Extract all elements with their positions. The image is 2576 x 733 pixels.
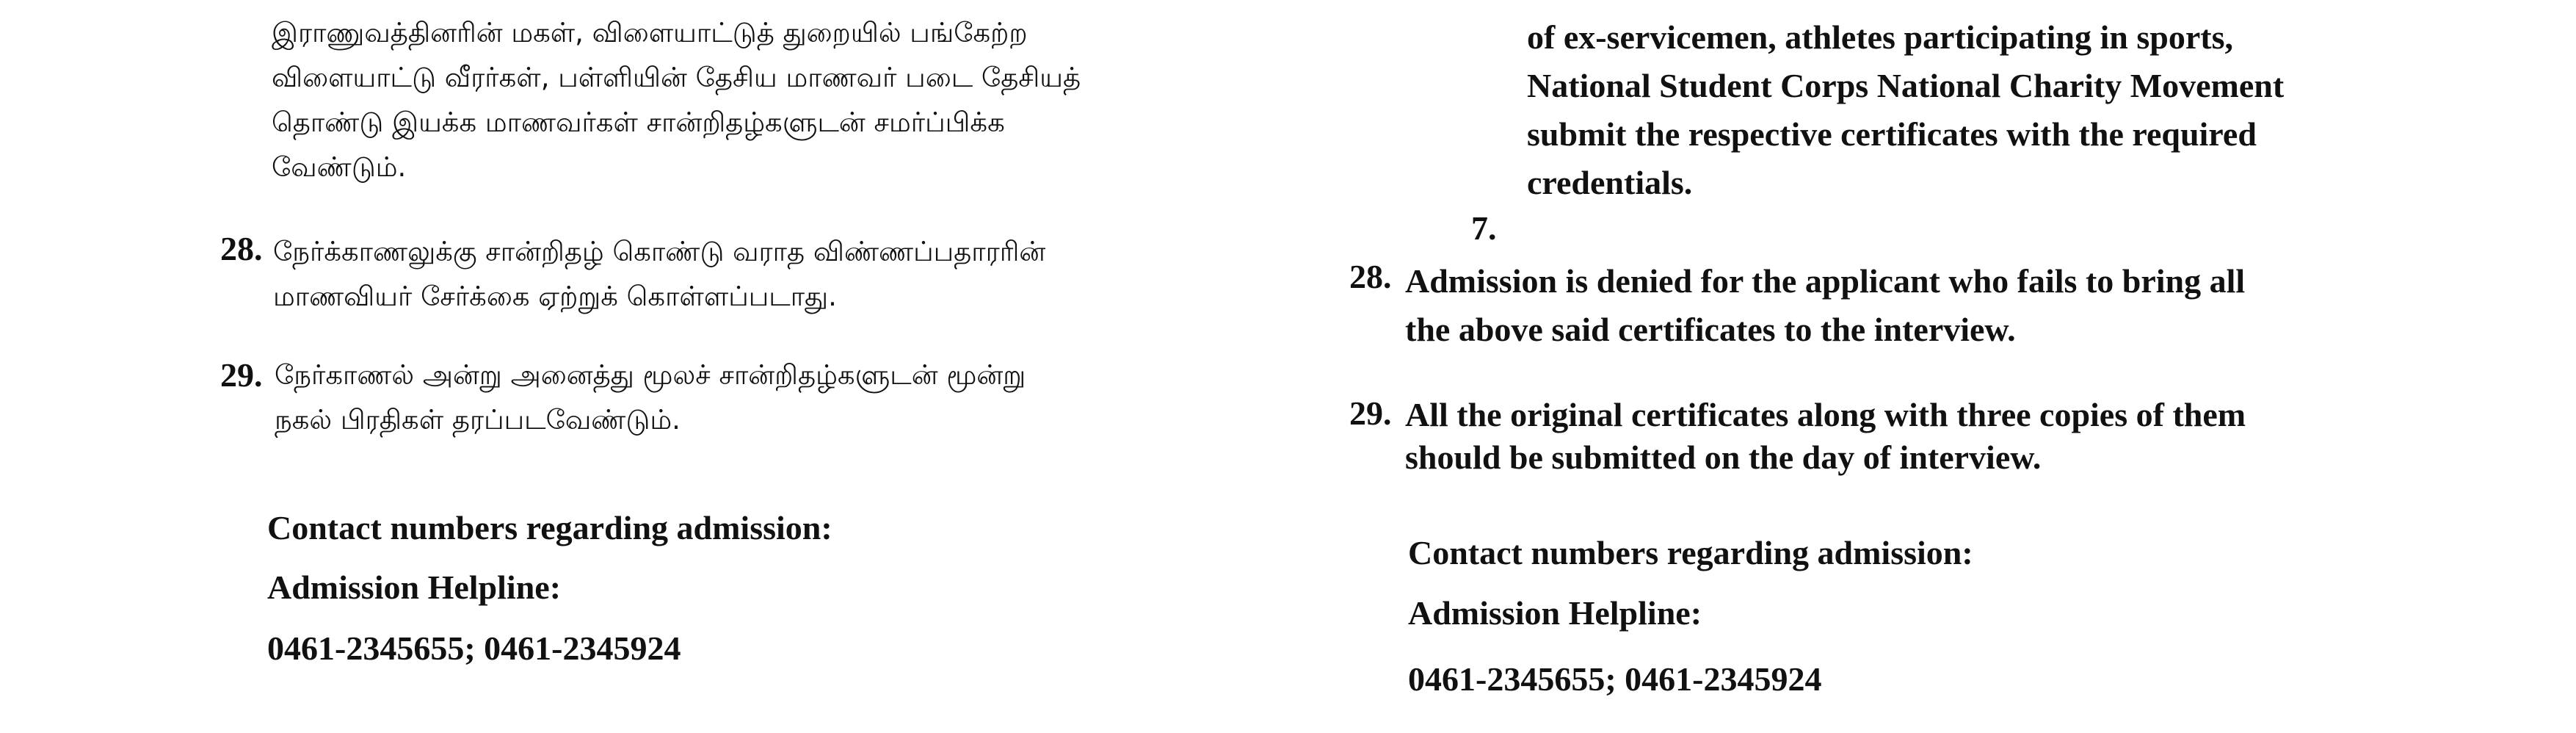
tamil-intro-line: தொண்டு இயக்க மாணவர்கள் சான்றிதழ்களுடன் சமர்ப்பிக்க bbox=[272, 106, 1005, 138]
english-item-28-line: Admission is denied for the applicant who fails to bring all bbox=[1405, 262, 2246, 300]
tamil-intro-line: இராணுவத்தினரின் மகள், விளையாட்டுத் துறையில் பங்கேற்ற bbox=[272, 17, 1028, 48]
english-item-29-number: 29. bbox=[1349, 394, 1392, 432]
tamil-item-29-line: நகல் பிரதிகள் தரப்படவேண்டும். bbox=[275, 404, 681, 436]
stray-list-number: 7. bbox=[1471, 209, 1497, 247]
english-intro-line: National Student Corps National Charity Movement bbox=[1527, 67, 2285, 104]
english-intro-paragraph bbox=[1527, 13, 2284, 207]
tamil-intro-line: வேண்டும். bbox=[272, 151, 407, 183]
tamil-contact-heading: Contact numbers regarding admission: bbox=[267, 509, 832, 546]
english-item-28-line: the above said certificates to the interview. bbox=[1405, 311, 2016, 348]
english-intro-line: submit the respective certificates with the required bbox=[1527, 115, 2257, 153]
tamil-item-28-line: நேர்க்காணலுக்கு சான்றிதழ் கொண்டு வராத விண்ணப்பதாரரின் bbox=[273, 236, 1046, 267]
english-helpline-numbers: 0461-2345655; 0461-2345924 bbox=[1408, 660, 1822, 698]
tamil-item-28-number: 28. bbox=[220, 230, 263, 267]
tamil-intro-paragraph bbox=[272, 10, 1081, 189]
english-intro-line: credentials. bbox=[1527, 164, 1693, 201]
english-item-28-number: 28. bbox=[1349, 258, 1392, 295]
tamil-intro-line: விளையாட்டு வீரர்கள், பள்ளியின் தேசிய மாணவர் படை தேசியத் bbox=[272, 62, 1081, 93]
english-contact-heading: Contact numbers regarding admission: bbox=[1408, 534, 1973, 571]
tamil-item-29-line: நேர்காணல் அன்று அனைத்து மூலச் சான்றிதழ்களுடன் மூன்று bbox=[275, 359, 1026, 391]
english-intro-line: of ex-servicemen, athletes participating in sports, bbox=[1527, 18, 2234, 56]
tamil-helpline-numbers: 0461-2345655; 0461-2345924 bbox=[267, 629, 681, 667]
tamil-helpline-label: Admission Helpline: bbox=[267, 568, 562, 606]
english-helpline-label: Admission Helpline: bbox=[1408, 594, 1702, 632]
english-item-29-line: All the original certificates along with three copies of them bbox=[1405, 396, 2246, 433]
tamil-item-28-line: மாணவியர் சேர்க்கை ஏற்றுக் கொள்ளப்படாது. bbox=[273, 281, 837, 312]
tamil-item-29-number: 29. bbox=[220, 356, 263, 394]
english-item-29-line: should be submitted on the day of interview. bbox=[1405, 438, 2042, 476]
